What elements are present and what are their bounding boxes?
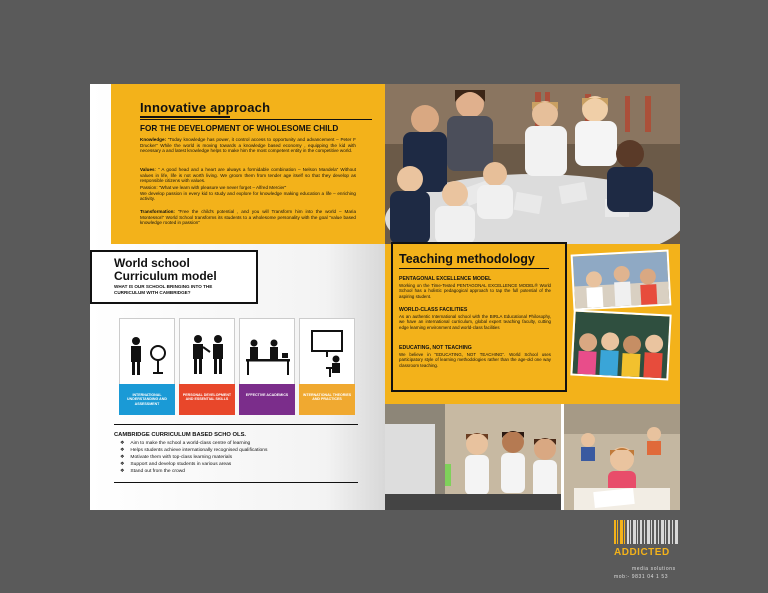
cambridge-bottom-rule xyxy=(114,482,358,483)
panel-band: INTERNATIONAL UNDERSTANDING AND ASSESSMENT xyxy=(119,384,175,415)
panel-band: INTERNATIONAL THEORIES AND PRACTICES xyxy=(299,384,355,415)
bullet-text: Aim to make the school a world-class centre of learning xyxy=(130,441,251,446)
panel-band: PERSONAL DEVELOPMENT AND ESSENTIAL SKILLS xyxy=(179,384,235,415)
passion-quote: Passion: "What we learn with pleasure we never forget – Alfred Mercier" xyxy=(140,185,287,190)
bullet-icon: ❖ xyxy=(120,469,125,474)
curriculum-title-line1: World school xyxy=(114,256,190,270)
teaching-title: Teaching methodology xyxy=(399,252,535,266)
section-heading: WORLD-CLASS FACILITIES xyxy=(399,307,468,313)
list-item xyxy=(120,440,267,447)
globe-teacher-icon xyxy=(119,318,175,388)
curriculum-panel-international xyxy=(119,318,175,415)
curriculum-panel-personal xyxy=(179,318,235,415)
logo-mobile: mob:- 9831 04 1 53 xyxy=(614,574,669,580)
bullet-text: Support and develop students in various areas xyxy=(130,462,232,467)
innovative-subtitle: FOR THE DEVELOPMENT OF WHOLESOME CHILD xyxy=(140,124,339,133)
bullet-icon: ❖ xyxy=(120,462,125,467)
transformation-label: Transformation: xyxy=(140,209,175,214)
curriculum-title-line2: Curriculum model xyxy=(114,269,217,283)
barcode-logo-icon xyxy=(614,520,680,544)
bullet-icon: ❖ xyxy=(120,441,125,446)
section-heading: PENTAGONAL EXCELLENCE MODEL xyxy=(399,276,492,282)
classroom-writing-photo xyxy=(564,404,680,510)
bullet-text: Helps students achieve internationally recognised qualifications xyxy=(130,448,268,453)
presentation-icon xyxy=(299,318,355,388)
two-people-icon xyxy=(179,318,235,388)
values-paragraph xyxy=(140,167,356,184)
transformation-paragraph xyxy=(140,209,356,226)
list-item xyxy=(120,454,267,461)
children-photo-1 xyxy=(571,249,672,310)
knowledge-label: Knowledge: xyxy=(140,137,167,142)
bullet-text: Motivate them with top-class learning materials xyxy=(130,455,233,460)
section-text: Working on the Time-Tested PENTAGONAL EXCELLENCE MODEL® World School has a holistic pedagogical approach to tap the full potential of the aspiring student. xyxy=(399,283,551,299)
bullet-icon: ❖ xyxy=(120,455,125,460)
bullet-text: Stand out from the crowd xyxy=(130,469,186,474)
knowledge-text: "Today knowledge has power, it control access to opportunity and advancement – Peter F Drucker" While the world is moving towards a knowledge based economy , equipping the kid with necessary a and latest knowledge helps to make him the most competent entity in the competitive world. xyxy=(140,137,356,154)
values-text: : " A good head and a heart are always a formidable combination – Nelson Mandela" Without values in life, life is not worth living. We groom them from tender age itself so that they develop as responsible citizens with values. xyxy=(140,167,356,184)
logo-text: ADDICTED xyxy=(614,547,670,558)
values-label: Values xyxy=(140,167,155,172)
list-item xyxy=(120,461,267,468)
title-rule xyxy=(140,119,372,120)
students-group-photo xyxy=(385,84,680,244)
section-text: As an authentic International school with the BIRLA Educational Philosophy, we have an international curriculum, global expert teaching faculty, cutting edge learning environment and world-class facilities xyxy=(399,314,551,330)
cambridge-heading: CAMBRIDGE CURRICULUM BASED SCHO OLS. xyxy=(114,432,247,438)
curriculum-title xyxy=(114,257,217,283)
list-item xyxy=(120,468,267,475)
transformation-text: "Free the child's potential , and you will Transform him into the world – Maria Montessori" World School transforms its students to a wholesome personality with the goal "value based knowledge rooted in passion" xyxy=(140,209,356,226)
students-desk-icon xyxy=(239,318,295,388)
innovative-title: Innovative approach xyxy=(140,100,271,115)
passion-text: We develop passion in every kid to study and explore for knowledge making education a life – enriching activity. xyxy=(140,190,356,202)
title-underline xyxy=(140,116,230,118)
curriculum-panel-academics xyxy=(239,318,295,415)
curriculum-panel-theories xyxy=(299,318,355,415)
bullet-icon: ❖ xyxy=(120,448,125,453)
list-item xyxy=(120,447,267,454)
knowledge-paragraph xyxy=(140,137,356,154)
section-heading: EDUCATING, NOT TEACHING xyxy=(399,345,472,351)
cambridge-top-rule xyxy=(114,424,358,425)
children-photo-2 xyxy=(570,309,671,380)
passion-paragraph xyxy=(140,185,356,202)
panel-band: EFFECTIVE ACADEMICS xyxy=(239,384,295,415)
section-text: We believe in "EDUCATING, NOT TEACHING". World School uses participatory style of learning methodologies rather than the age-old one way classroom teaching. xyxy=(399,352,551,368)
logo-subtitle: media solutions xyxy=(632,566,676,572)
curriculum-subtitle: WHAT IS OUR SCHOOL BRINGING INTO THE CURRICULUM WITH CAMBRIDGE? xyxy=(114,284,213,295)
science-class-photo xyxy=(385,404,561,510)
teaching-title-rule xyxy=(399,268,549,269)
cambridge-bullets xyxy=(120,440,267,475)
